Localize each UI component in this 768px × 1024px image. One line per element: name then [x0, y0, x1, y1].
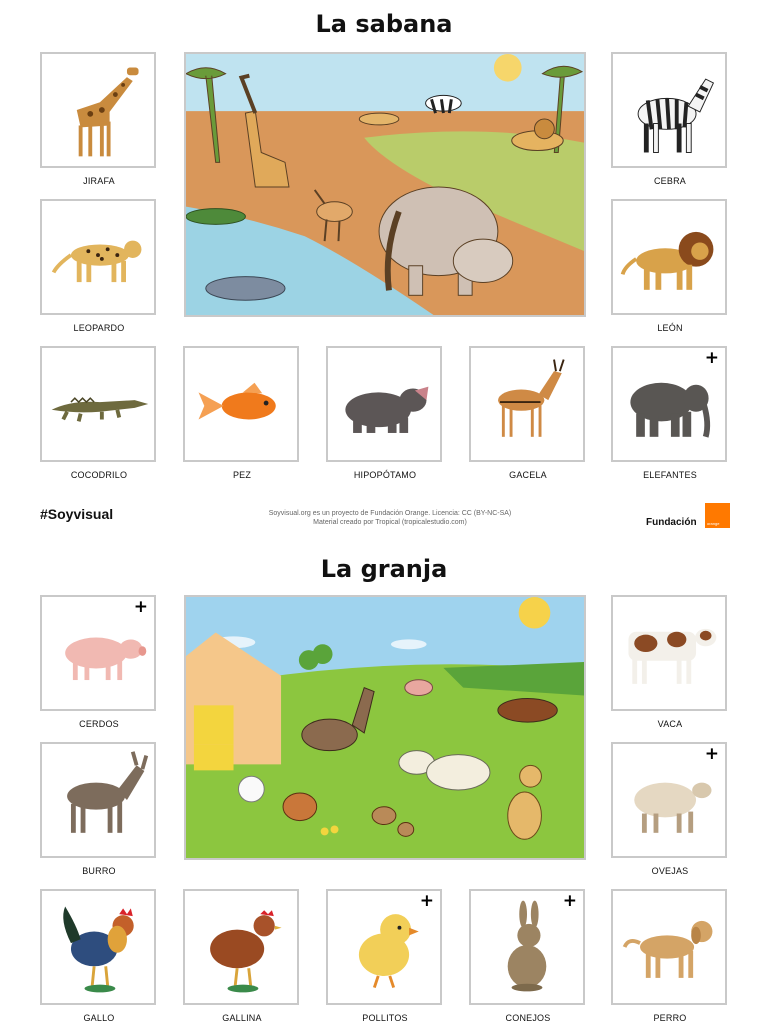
label-lion: LEÓN	[657, 323, 683, 333]
hashtag-text: #Soyvisual	[40, 506, 114, 522]
plural-plus-icon: +	[704, 348, 719, 368]
label-fish: PEZ	[232, 470, 252, 480]
plural-plus-icon: +	[562, 891, 577, 911]
label-giraffe: JIRAFA	[83, 176, 115, 186]
credits-text	[230, 509, 550, 527]
hippo-icon	[328, 348, 440, 460]
label-cow: VACA	[657, 719, 683, 729]
card-chicks[interactable]	[326, 889, 442, 1005]
brand-text: Fundación	[646, 517, 697, 528]
card-hen[interactable]	[183, 889, 299, 1005]
leopard-icon	[42, 201, 154, 313]
lion-icon	[613, 201, 725, 313]
credit-line-2: Material creado por Tropical (tropicalestudio.com)	[313, 519, 467, 526]
dog-icon	[613, 891, 725, 1003]
plural-plus-icon: +	[133, 597, 148, 617]
label-gazelle: GACELA	[509, 470, 547, 480]
giraffe-icon	[42, 54, 154, 166]
label-dog: PERRO	[653, 1013, 687, 1023]
card-cow[interactable]	[611, 595, 727, 711]
farm-title: La granja	[320, 555, 448, 583]
card-rabbits[interactable]	[469, 889, 585, 1005]
label-crocodile: COCODRILO	[70, 470, 128, 480]
plural-plus-icon: +	[704, 744, 719, 764]
savanna-scene	[184, 52, 586, 317]
card-zebra[interactable]	[611, 52, 727, 168]
label-pigs: CERDOS	[79, 719, 119, 729]
card-sheep[interactable]	[611, 742, 727, 858]
card-donkey[interactable]	[40, 742, 156, 858]
label-elephants: ELEFANTES	[643, 470, 697, 480]
label-hippo: HIPOPÓTAMO	[353, 470, 417, 480]
cow-icon	[613, 597, 725, 709]
rooster-icon	[42, 891, 154, 1003]
label-rabbits: CONEJOS	[505, 1013, 551, 1023]
card-giraffe[interactable]	[40, 52, 156, 168]
label-chicks: POLLITOS	[362, 1013, 408, 1023]
label-leopard: LEOPARDO	[73, 323, 125, 333]
card-fish[interactable]	[183, 346, 299, 462]
card-dog[interactable]	[611, 889, 727, 1005]
card-leopard[interactable]	[40, 199, 156, 315]
card-pigs[interactable]	[40, 595, 156, 711]
plural-plus-icon: +	[419, 891, 434, 911]
hen-icon	[185, 891, 297, 1003]
card-elephants[interactable]	[611, 346, 727, 462]
savanna-title: La sabana	[315, 10, 453, 38]
card-gazelle[interactable]	[469, 346, 585, 462]
zebra-icon	[613, 54, 725, 166]
card-hippo[interactable]	[326, 346, 442, 462]
label-rooster: GALLO	[83, 1013, 115, 1023]
credit-line-1: Soyvisual.org es un proyecto de Fundación Orange. Licencia: CC (BY-NC-SA)	[268, 510, 512, 517]
label-sheep: OVEJAS	[651, 866, 689, 876]
farm-scene	[184, 595, 586, 860]
card-crocodile[interactable]	[40, 346, 156, 462]
card-rooster[interactable]	[40, 889, 156, 1005]
gazelle-icon	[471, 348, 583, 460]
donkey-icon	[42, 744, 154, 856]
label-hen: GALLINA	[222, 1013, 262, 1023]
label-zebra: CEBRA	[653, 176, 686, 186]
crocodile-icon	[42, 348, 154, 460]
orange-logo: orange	[705, 503, 730, 528]
card-lion[interactable]	[611, 199, 727, 315]
label-donkey: BURRO	[82, 866, 116, 876]
fish-icon	[185, 348, 297, 460]
